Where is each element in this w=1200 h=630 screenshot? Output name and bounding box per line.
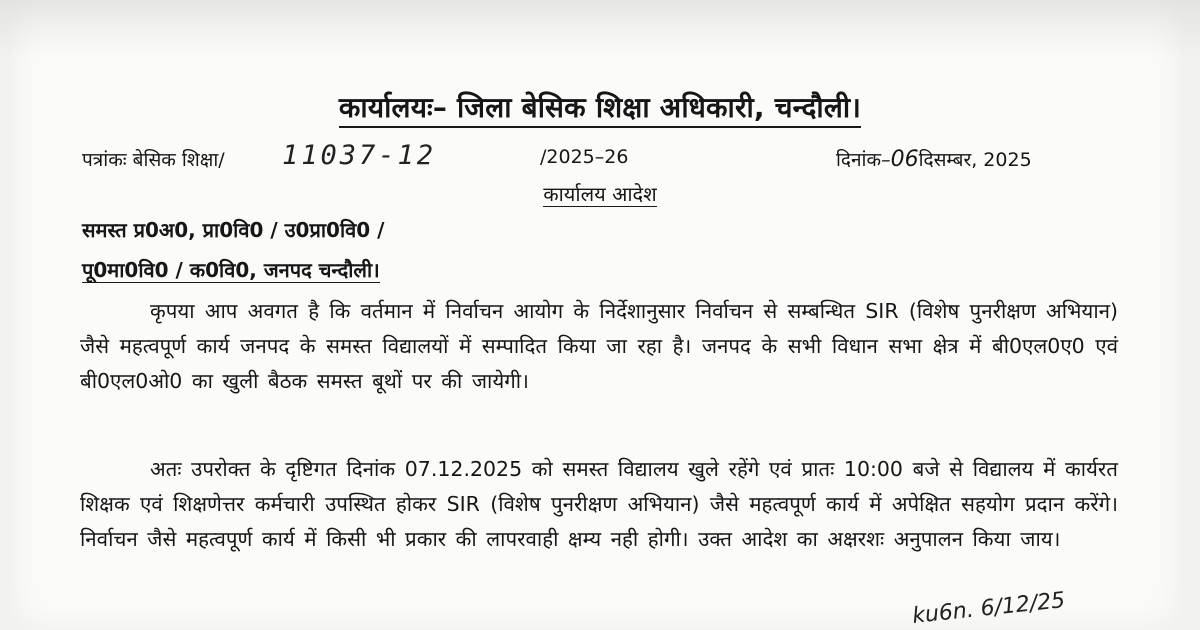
reference-year: /2025–26 bbox=[540, 146, 629, 168]
addressee-line-1: समस्त प्र0अ0, प्रा0वि0 / उ0प्रा0वि0 / bbox=[82, 218, 385, 242]
paragraph-1: कृपया आप अवगत है कि वर्तमान में निर्वाचन आयोग के निर्देशानुसार निर्वाचन से सम्बन्धित SIR (विशेष पुनरीक्षण अभियान) जैसे महत्वपूर्ण कार्य जनपद के समस्त विद्यालयों में सम्पादित किया जा रहा है। जनपद के सभी विधान सभा क्षेत्र में बी0एल0ए0 एवं बी0एल0ओ0 का खुली बैठक समस्त बूथों पर की जायेगी। bbox=[80, 299, 1118, 393]
date-label: दिनांक– bbox=[836, 149, 891, 171]
addressee-line-2-text: पू0मा0वि0 / क0वि0, जनपद चन्दौली। bbox=[82, 258, 380, 282]
reference-handwritten-number: 11037-12 bbox=[282, 140, 437, 171]
scan-edge-shadow bbox=[0, 0, 1200, 60]
office-heading-text: कार्यालयः– जिला बेसिक शिक्षा अधिकारी, चन्दौली। bbox=[339, 91, 861, 128]
date-handwritten-day: 06 bbox=[890, 147, 919, 172]
date-field bbox=[836, 146, 1032, 172]
date-month-year: दिसम्बर, 2025 bbox=[918, 149, 1032, 171]
order-title-text: कार्यालय आदेश bbox=[543, 182, 657, 206]
paragraph-2: अतः उपरोक्त के दृष्टिगत दिनांक 07.12.2025 को समस्त विद्यालय खुले रहेंगे एवं प्रातः 10:00 बजे से विद्यालय में कार्यरत शिक्षक एवं शिक्षणेत्तर कर्मचारी उपस्थित होकर SIR (विशेष पुनरीक्षण अभियान) जैसे महत्वपूर्ण कार्य में अपेक्षित सहयोग प्रदान करेंगे। निर्वाचन जैसे महत्वपूर्ण कार्य में किसी भी प्रकार की लापरवाही क्षम्य नही होगी। उक्त आदेश का अक्षरशः अनुपालन किया जाय। bbox=[80, 457, 1118, 551]
addressee-line-2 bbox=[82, 256, 380, 283]
reference-label: पत्रांकः बेसिक शिक्षा/ bbox=[82, 149, 225, 171]
handwritten-signature: ku6n. 6/12/25 bbox=[911, 588, 1067, 629]
order-title bbox=[0, 180, 1200, 207]
office-heading bbox=[0, 88, 1200, 126]
reference-row bbox=[82, 140, 1122, 180]
